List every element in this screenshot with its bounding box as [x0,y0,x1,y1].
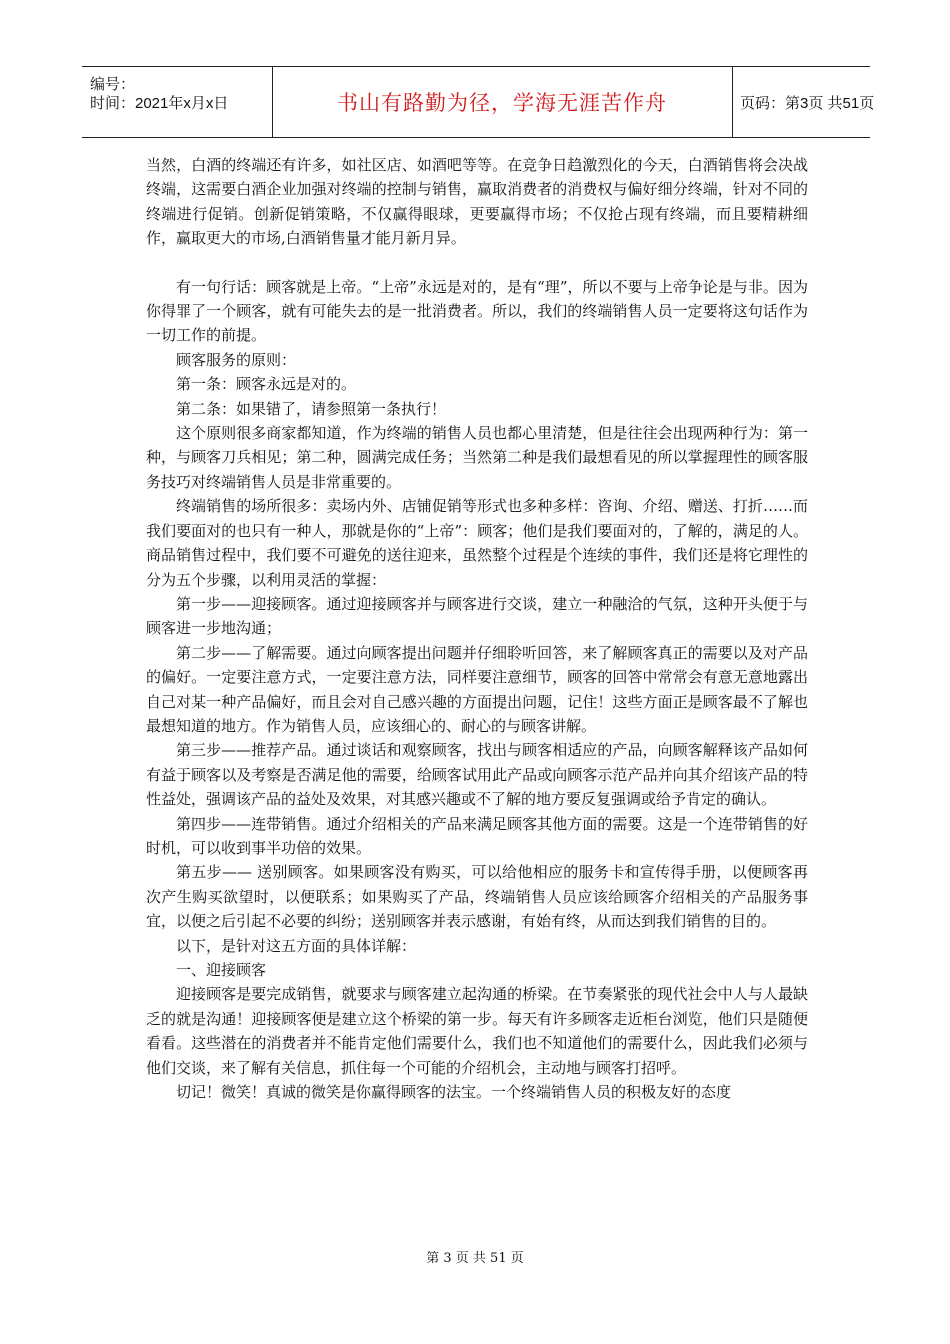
paragraph: 第三步——推荐产品。通过谈话和观察顾客，找出与顾客相适应的产品，向顾客解释该产品如何有益于顾客以及考察是否满足他的需要，给顾客试用此产品或向顾客示范产品并向其介绍该产品的特性益处，强调该产品的益处及效果，对其感兴趣或不了解的地方要反复强调或给予肯定的确认。 [146,741,808,809]
page-footer: 第 3 页 共 51 页 [426,1251,524,1266]
paragraph: 迎接顾客是要完成销售，就要求与顾客建立起沟通的桥梁。在节奏紧张的现代社会中人与人最缺乏的就是沟通！迎接顾客便是建立这个桥梁的第一步。每天有许多顾客走近柜台浏览，他们只是随便看看。这些潜在的消费者并不能肯定他们需要什么，我们也不知道他们的需要什么，因此我们必须与他们交谈，来了解有关信息，抓住每一个可能的介绍机会，主动地与顾客打招呼。 [146,985,808,1077]
paragraph: 第五步—— 送别顾客。如果顾客没有购买，可以给他相应的服务卡和宣传得手册，以便顾客再次产生购买欲望时，以便联系；如果购买了产品，终端销售人员应该给顾客介绍相关的产品服务事宜，以便之后引起不必要的纠纷；送别顾客并表示感谢，有始有终，从而达到我们销售的目的。 [146,863,808,931]
header-meta-cell [82,67,273,137]
paragraph: 当然，白酒的终端还有许多，如社区店、如酒吧等等。在竞争日趋激烈化的今天，白酒销售将会决战终端，这需要白酒企业加强对终端的控制与销售，赢取消费者的消费权与偏好细分终端，针对不同的终端进行促销。创新促销策略，不仅赢得眼球，更要赢得市场；不仅抢占现有终端，而且要精耕细作，赢取更大的市场,白酒销售量才能月新月异。 [146,156,808,248]
paragraph: 第一步——迎接顾客。通过迎接顾客并与顾客进行交谈，建立一种融洽的气氛，这种开头便于与顾客进一步地沟通； [146,594,808,638]
paragraph: 第二条：如果错了，请参照第一条执行！ [176,399,447,418]
paragraph-gap [146,251,808,275]
paragraph: 终端销售的场所很多：卖场内外、店铺促销等形式也多种多样：咨询、介绍、赠送、打折……而我们要面对的也只有一种人，那就是你的“上帝”：顾客；他们是我们要面对的，了解的，满足的人。商品销售过程中，我们要不可避免的送往迎来，虽然整个过程是个连续的事件，我们还是将它理性的分为五个步骤，以利用灵活的掌握： [146,497,808,589]
paragraph: 第一条：顾客永远是对的。 [176,375,357,394]
paragraph: 第二步——了解需要。通过向顾客提出问题并仔细聆听回答，来了解顾客真正的需要以及对产品的偏好。一定要注意方式，一定要注意方法，同样要注意细节，顾客的回答中常常会有意无意地露出自己对某一种产品偏好，而且会对自己感兴趣的方面提出问题，记住！这些方面正是顾客最不了解也最想知道的地方。作为销售人员，应该细心的、耐心的与顾客讲解。 [146,643,808,735]
paragraph: 切记！微笑！真诚的微笑是你赢得顾客的法宝。一个终端销售人员的积极友好的态度 [176,1083,732,1102]
header-motto: 书山有路勤为径，学海无涯苦作舟 [272,67,733,137]
page-header [82,66,875,138]
document-time-label: 时间：2021年x月x日 [90,95,229,112]
section-heading: 一、迎接顾客 [176,961,267,979]
header-page-info: 页码：第3页 共51页 [740,94,875,112]
paragraph: 有一句行话：顾客就是上帝。“上帝”永远是对的，是有“理”，所以不要与上帝争论是与非。因为你得罪了一个顾客，就有可能失去的是一批消费者。所以，我们的终端销售人员一定要将这句话作为一切工作的前提。 [146,277,808,345]
document-body [146,153,808,1104]
paragraph: 第四步——连带销售。通过介绍相关的产品来满足顾客其他方面的需要。这是一个连带销售的好时机，可以收到事半功倍的效果。 [146,814,808,857]
paragraph: 这个原则很多商家都知道，作为终端的销售人员也都心里清楚，但是往往会出现两种行为：第一种，与顾客刀兵相见；第二种，圆满完成任务；当然第二种是我们最想看见的所以掌握理性的顾客服务技巧对终端销售人员是非常重要的。 [146,424,808,491]
paragraph: 顾客服务的原则： [176,350,297,369]
document-number-label: 编号： [90,76,136,93]
paragraph: 以下，是针对这五方面的具体详解： [176,936,417,955]
